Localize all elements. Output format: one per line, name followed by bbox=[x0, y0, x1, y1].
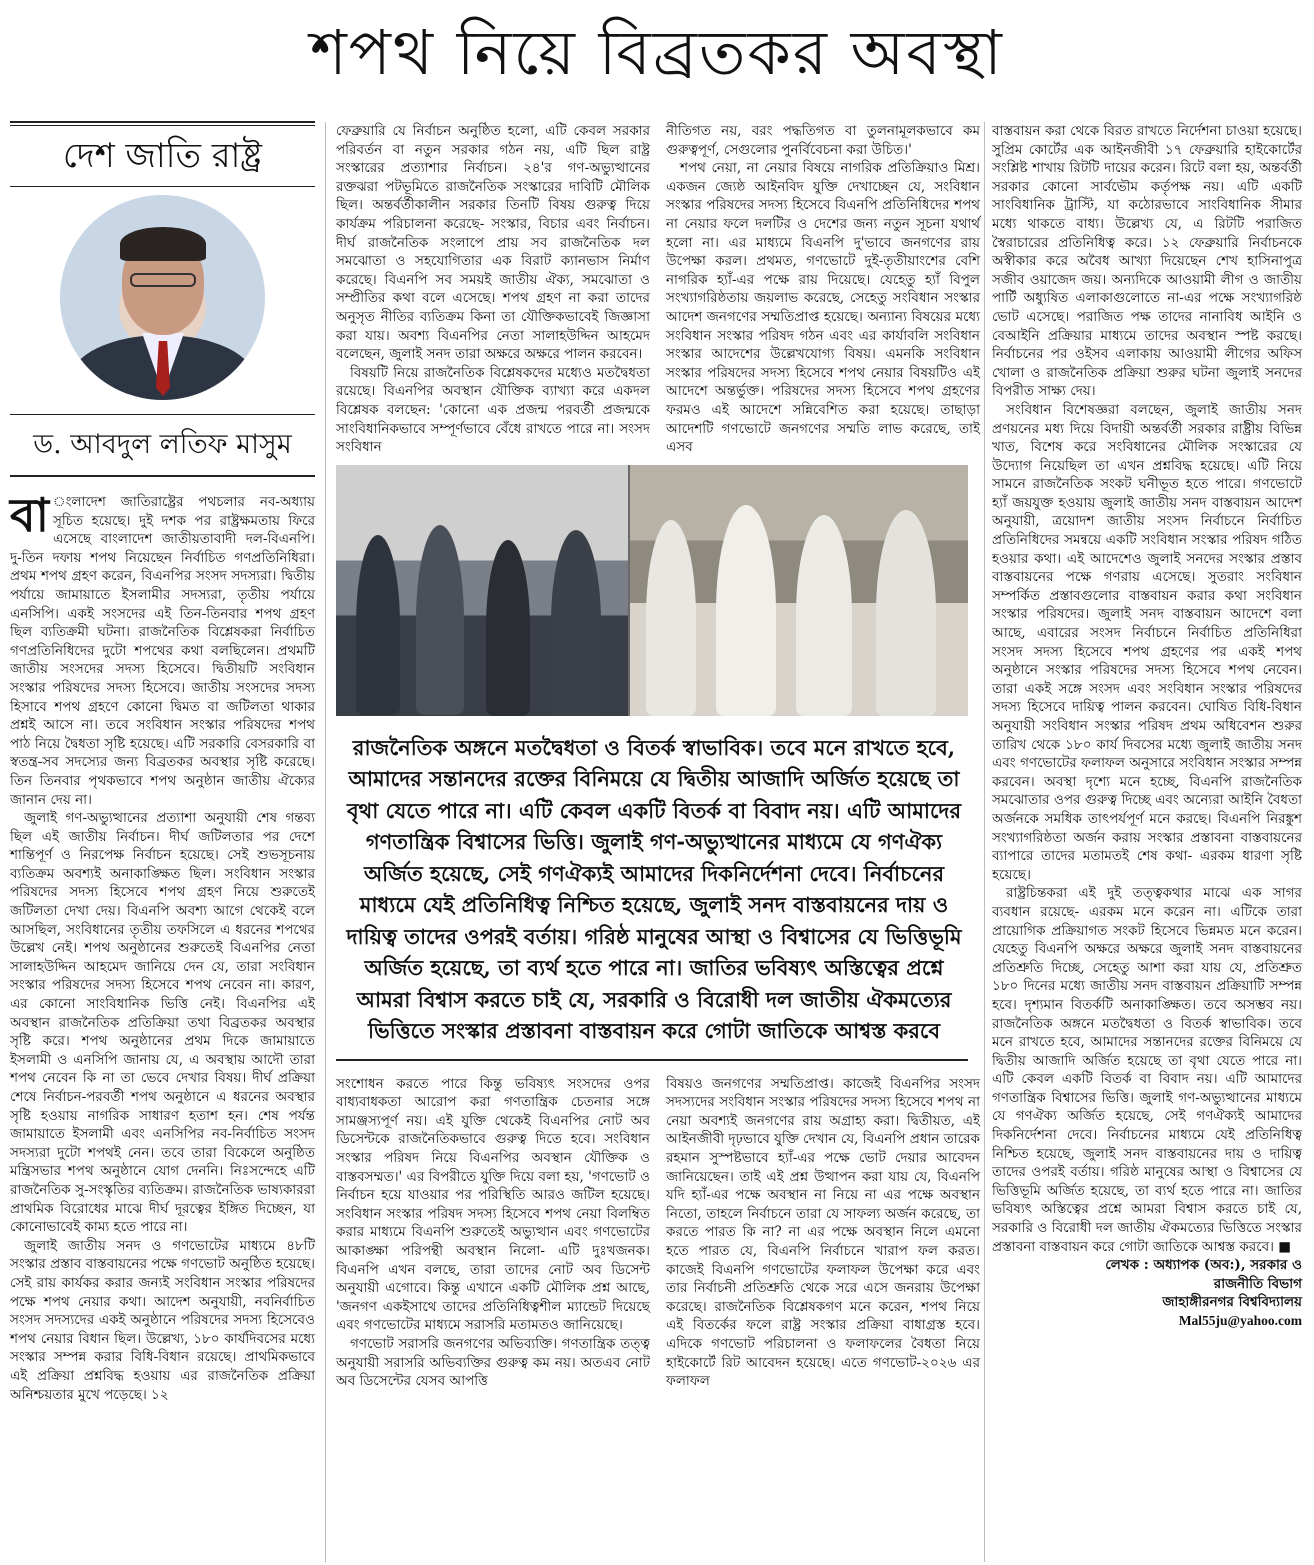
paragraph: সংবিধান বিশেষজ্ঞরা বলছেন, জুলাই জাতীয় সনদ প্রণয়নের মধ্য দিয়ে বিদায়ী অন্তর্বর্তী সরকার রাষ্ট্রীয় বিভিন্ন খাত, বিশেষ করে সংবিধানের মৌলিক সংস্কারের যে উদ্যোগ নিয়েছিল তা এখন প্রশ্নবিদ্ধ হয়েছে। এটি নিয়ে সামনে রাজনৈতিক সংকট ঘনীভূত হতে পারে। গণভোটে হ্যাঁ জয়যুক্ত হওয়ায় জুলাই জাতীয় সনদ বাস্তবায়ন আদেশ অনুযায়ী, ত্রয়োদশ জাতীয় সংসদ নির্বাচনে নির্বাচিত প্রতিনিধিদের সমন্বয়ে একটি সংবিধান সংস্কার পরিষদ গঠিত হওয়ার কথা। এই আদেশেও জুলাই সনদের সংস্কার প্রস্তাব বাস্তবায়নের পক্ষে গণরায় এসেছে। সুতরাং সংবিধান সম্পর্কিত প্রস্তাবগুলোর বাস্তবায়ন করার কথা সংবিধান সংস্কার পরিষদের। জুলাই সনদ বাস্তবায়ন আদেশে বলা আছে, এবারের সংসদ নির্বাচনে নির্বাচিত প্রতিনিধিরা সংসদ সদস্য হিসেবে শপথ গ্রহণের পর একই শপথ অনুষ্ঠানে সংস্কার পরিষদের সদস্য হিসেবে শপথ নেবেন। তারা একই সঙ্গে সংসদ এবং সংবিধান সংস্কার পরিষদের সদস্য হিসেবে দায়িত্ব পালন করবেন। ঘোষিত বিধি-বিধান অনুযায়ী সংবিধান সংস্কার পরিষদ প্রথম অধিবেশন শুরুর তারিখ থেকে ১৮০ কার্য দিবসের মধ্যে জুলাই জাতীয় সনদ এবং গণভোটের ফলাফল অনুসারে সংবিধান সংস্কার সম্পন্ন করবেন। অবস্থা দৃশ্যে মনে হচ্ছে, বিএনপি রাজনৈতিক সমঝোতার ওপর গুরুত্ব দিচ্ছে এবং অন্যেরা আইনি বৈধতা অর্জনকে সমধিক তাৎপর্যপূর্ণ মনে করছে। বিএনপি নিরঙ্কুশ সংখ্যাগরিষ্ঠতা অর্জন করায় সংস্কার প্রস্তাবনা বাস্তবায়নের ব্যাপারে তাদের মতামতই শেষ কথা- এরকম ধারণা সৃষ্টি হয়েছে। bbox=[992, 401, 1302, 883]
paragraph: বাস্তবায়ন করা থেকে বিরত রাখতে নির্দেশনা চাওয়া হয়েছে। সুপ্রিম কোর্টের এক আইনজীবী ১৭ ফেব্রুয়ারি হাইকোর্টের সংশ্লিষ্ট শাখায় রিটটি দায়ের করেন। রিটে বলা হয়, অন্তর্বর্তী সরকার কোনো সার্বভৌম কর্তৃপক্ষ নয়। এটি একটি সাংবিধানিক ট্রাস্টি, যা কঠোরভাবে সাংবিধানিক সীমার মধ্যে থাকতে বাধ্য। উল্লেখ্য যে, এ রিটটি পরাজিত স্বৈরাচারের প্রতিনিধিত্ব করে। ১২ ফেব্রুয়ারি নির্বাচনকে অস্বীকার করে অবৈধ আখ্যা দিয়েছেন শেখ হাসিনাপুত্র সজীব ওয়াজেদ জয়। অন্যদিকে আওয়ামী লীগ ও জাতীয় পার্টি অধ্যুষিত এলাকাগুলোতে না-এর পক্ষে সংখ্যাগরিষ্ঠ ভোট এসেছে। পরাজিত পক্ষ তাদের নানাবিধ আইনি ও বেআইনি প্রক্রিয়ার মাধ্যমে তাদের অবস্থান স্পষ্ট করছে। নির্বাচনের পর ওইসব এলাকায় আওয়ামী লীগের অফিস খোলা ও রাজনৈতিক প্রক্রিয়া শুরুর ঘটনা জুলাই সনদের বিপরীত সাক্ষ্য দেয়। bbox=[992, 123, 1302, 400]
paragraph: বিষয়টি নিয়ে রাজনৈতিক বিশ্লেষকদের মধ্যেও মতদ্বৈধতা রয়েছে। বিএনপির অবস্থান যৌক্তিক ব্যাখ্যা করে একদল বিশ্লেষক বলছেন: 'কোনো এক প্রজন্ম পরবর্তী প্রজন্মকে সাংবিধানিকভাবে সম্পূর্ণভাবে বেঁধে রাখতে পারে না। সংসদ সংবিধান bbox=[336, 364, 650, 456]
paragraph: নীতিগত নয়, বরং পদ্ধতিগত বা তুলনামূলকভাবে কম গুরুত্বপূর্ণ, সেগুলোর পুনর্বিবেচনা করা উচিত।' bbox=[666, 123, 980, 158]
paragraph: শপথ নেয়া, না নেয়ার বিষয়ে নাগরিক প্রতিক্রিয়াও মিশ্র। একজন জ্যেষ্ঠ আইনবিদ যুক্তি দেখাচ্ছেন যে, সংবিধান সংস্কার পরিষদের সদস্য হিসেবে বিএনপি প্রতিনিধিদের শপথ না নেয়ার ফলে দলটির ও দেশের জন্য নতুন সূচনা যথার্থ হলো না। এর মাধ্যমে বিএনপি দু'ভাবে জনগণের রায় উপেক্ষা করল। প্রথমত, গণভোটে দুই-তৃতীয়াংশের বেশি নাগরিক হ্যাঁ-এর পক্ষে রায় দিয়েছে। যেহেতু হ্যাঁ বিপুল সংখ্যাগরিষ্ঠতায় জয়লাভ করেছে, সেহেতু সংবিধান সংস্কার আদেশ জনগণের সম্মতিপ্রাপ্ত হয়েছে। অন্যান্য বিষয়ের মধ্যে সংবিধান সংস্কার পরিষদ গঠন এবং এর কার্যাবলি সংবিধান সংস্কার আদেশের উল্লেখযোগ্য বিষয়। এমনকি সংবিধান সংস্কার পরিষদের সদস্য হিসেবে শপথ নেয়ার বিষয়টিও এই আদেশে অন্তর্ভুক্ত। পরিষদের সদস্য হিসেবে শপথ গ্রহণের ফরমও এই আদেশে সন্নিবেশিত করা হয়েছে। তাছাড়া আদেশটি গণভোটে জনগণের সম্মতি লাভ করেছে, তাই এসব bbox=[666, 160, 980, 456]
paragraph: রাষ্ট্রচিন্তকরা এই দুই তত্ত্বকথার মাঝে এক সাগর ব্যবধান রয়েছে- এরকম মনে করেন না। এটিকে তারা প্রায়োগিক প্রক্রিয়াগত সংকট হিসেবে ভিন্নমত মনে করেন। যেহেতু বিএনপি অক্ষরে অক্ষরে জুলাই সনদ বাস্তবায়নের প্রতিশ্রুতি দিচ্ছে, সেহেতু আশা করা যায় যে, প্রতিশ্রুত ১৮০ দিনের মধ্যে জাতীয় সনদ বাস্তবায়ন প্রক্রিয়াটি সম্পন্ন হবে। দৃশ্যমান বিতর্কটি অনাকাঙ্ক্ষিত। তবে অসম্ভব নয়। রাজনৈতিক অঙ্গনে মতদ্বৈধতা ও বিতর্ক স্বাভাবিক। তবে মনে রাখতে হবে, আমাদের সন্তানদের রক্তের বিনিময়ে যে দ্বিতীয় আজাদি অর্জিত হয়েছে তা বৃথা যেতে পারে না। এটি কেবল একটি বিতর্ক বা বিবাদ নয়। এটি আমাদের গণতান্ত্রিক বিশ্বাসের ভিত্তি। জুলাই গণ-অভ্যুত্থানের মাধ্যমে যে গণঐক্য অর্জিত হয়েছে, সেই গণঐক্যই আমাদের দিকনির্দেশনা দেবে। নির্বাচনের মাধ্যমে যেই প্রতিনিধিত্ব নিশ্চিত হয়েছে, জুলাই সনদ বাস্তবায়নের দায় ও দায়িত্ব তাদের ওপরই বর্তায়। গরিষ্ঠ মানুষের আস্থা ও বিশ্বাসের যে ভিত্তিভূমি অর্জিত হয়েছে, তা ব্যর্থ হতে পারে না। জাতির ভবিষ্যৎ অস্তিত্বের প্রশ্নে আমরা বিশ্বাস করতে চাই যে, সরকারি ও বিরোধী দল জাতীয় ঐকমত্যের ভিত্তিতে সংস্কার প্রস্তাবনা বাস্তবায়ন করে গোটা জাতিকে আশ্বস্ত করবে। ■ bbox=[992, 885, 1302, 1255]
paragraph: ফেব্রুয়ারি যে নির্বাচন অনুষ্ঠিত হলো, এটি কেবল সরকার পরিবর্তন বা নতুন সরকার গঠন নয়, এটি ছিল রাষ্ট্র সংস্কারের প্রত্যাশার নির্বাচন। ২৪'র গণ-অভ্যুত্থানের রক্তঝরা পটভূমিতে রাজনৈতিক সংস্কারের দাবিটি মৌলিক ছিল। অন্তর্বর্তীকালীন সরকার তিনটি বিষয় গুরুত্ব দিয়ে কার্যক্রম পরিচালনা করেছে- সংস্কার, বিচার এবং নির্বাচন। দীর্ঘ রাজনৈতিক সংলাপে প্রায় সব রাজনৈতিক দল সমঝোতা ও সহযোগিতার এক বিরাট ক্যানভাস নির্মাণ করেছে। বিএনপি সব সময়ই জাতীয় ঐক্য, সমঝোতা ও সম্প্রীতির কথা বলে এসেছে। শপথ গ্রহণ না করা তাদের অনুসৃত নীতির ব্যতিক্রম কিনা তা যৌক্তিকভাবেই জিজ্ঞাসা করা যায়। অবশ্য বিএনপির নেতা সালাহউদ্দিন আহমেদ বলেছেন, জুলাই সনদ তারা অক্ষরে অক্ষরে পালন করবেন। bbox=[336, 123, 650, 363]
divider bbox=[10, 475, 315, 477]
article-column-1 bbox=[10, 488, 315, 1404]
divider bbox=[336, 1059, 968, 1061]
paragraph: ংলাদেশ জাতিরাষ্ট্রের পথচলার নব-অধ্যায় সূচিত হয়েছে। দুই দশক পর রাষ্ট্রক্ষমতায় ফিরে এসেছে বাংলাদেশ জাতীয়তাবাদী দল-বিএনপি। দু-তিন দফায় শপথ নিয়েছেন নির্বাচিত গণপ্রতিনিধিরা। প্রথম শপথ গ্রহণ করেন, বিএনপির সংসদ সদস্যরা। দ্বিতীয় পর্যায়ে জামায়াতে ইসলামীর সদস্যরা, তৃতীয় পর্যায়ে এনসিপি। একই সংসদের এই তিন-তিনবার শপথ গ্রহণ ছিল ব্যতিক্রমী ঘটনা। রাজনৈতিক বিশ্লেষকরা নির্বাচিত গণপ্রতিনিধিদের দুটো শপথের কথা বলছিলেন। প্রথমটি জাতীয় সংসদের সদস্য হিসেবে। দ্বিতীয়টি সংবিধান সংস্কার পরিষদের সদস্য হিসেবে। জাতীয় সংসদের সদস্য হিসাবে শপথ গ্রহণে কোনো দ্বিমত বা জটিলতা থাকার প্রশ্নই আসে না। তবে সংবিধান সংস্কার পরিষদের শপথ পাঠ নিয়ে দ্বৈধতা সৃষ্টি হয়েছে। এটি সরকারি বেসরকারি বা স্বতন্ত্র-সব সদস্যের জন্য বিব্রতকর অবস্থার সৃষ্টি করেছে। তিন তিনবার পৃথকভাবে শপথ অনুষ্ঠান জাতীয় ঐক্যের জানান দেয় না। bbox=[10, 494, 315, 808]
author-photo bbox=[60, 195, 265, 400]
pull-quote: রাজনৈতিক অঙ্গনে মতদ্বৈধতা ও বিতর্ক স্বাভাবিক। তবে মনে রাখতে হবে, আমাদের সন্তানদের রক্তের বিনিময়ে যে দ্বিতীয় আজাদি অর্জিত হয়েছে তা বৃথা যেতে পারে না। এটি কেবল একটি বিতর্ক বা বিবাদ নয়। এটি আমাদের গণতান্ত্রিক বিশ্বাসের ভিত্তি। জুলাই গণ-অভ্যুত্থানের মাধ্যমে যে গণঐক্য অর্জিত হয়েছে, সেই গণঐক্যই আমাদের দিকনির্দেশনা দেবে। নির্বাচনের মাধ্যমে যেই প্রতিনিধিত্ব নিশ্চিত হয়েছে, জুলাই সনদ বাস্তবায়নের দায় ও দায়িত্ব তাদের ওপরই বর্তায়। গরিষ্ঠ মানুষের আস্থা ও বিশ্বাসের যে ভিত্তিভূমি অর্জিত হয়েছে, তা ব্যর্থ হতে পারে না। জাতির ভবিষ্যৎ অস্তিত্বের প্রশ্নে আমরা বিশ্বাস করতে চাই যে, সরকারি ও বিরোধী দল জাতীয় ঐকমত্যের ভিত্তিতে সংস্কার প্রস্তাবনা বাস্তবায়ন করে গোটা জাতিকে আশ্বস্ত করবে bbox=[346, 734, 962, 1044]
paragraph: গণভোট সরাসরি জনগণের অভিব্যক্তি। গণতান্ত্রিক তত্ত্ব অনুযায়ী সরাসরি অভিব্যক্তির গুরুত্ব কম নয়। অতএব নোট অব ডিসেন্টের যেসব আপত্তি bbox=[336, 1336, 650, 1390]
headline: শপথ নিয়ে বিব্রতকর অবস্থা bbox=[310, 16, 1004, 89]
middle-section bbox=[336, 122, 980, 1391]
drop-cap: বা bbox=[10, 488, 49, 542]
article-column-3-bottom bbox=[666, 1075, 980, 1391]
divider bbox=[10, 186, 315, 187]
article-column-2-top bbox=[336, 122, 650, 457]
author-name: ড. আবদুল লতিফ মাসুম bbox=[33, 429, 292, 460]
article-column-2-bottom bbox=[336, 1075, 650, 1391]
article-column-3-top bbox=[666, 122, 980, 457]
article-column-4 bbox=[992, 122, 1302, 1331]
paragraph: বিষয়ও জনগণের সম্মতিপ্রাপ্ত। কাজেই বিএনপির সংসদ সদস্যদের সংবিধান সংস্কার পরিষদের সদস্য হিসেবে শপথ না নেয়া অবশ্যই জনগণের রায় অগ্রাহ্য করা। দ্বিতীয়ত, এই আইনজীবী দৃঢ়ভাবে যুক্তি দেখান যে, বিএনপি প্রধান তারেক রহমান সুস্পষ্টভাবে হ্যাঁ-এর পক্ষে ভোট দেয়ার আবেদন জানিয়েছেন। তাই এই প্রশ্ন উত্থাপন করা যায় যে, বিএনপি যদি হ্যাঁ-এর পক্ষে অবস্থান না নিয়ে না এর পক্ষে অবস্থান নিতো, তাহলে নির্বাচনে তারা যে সাফল্য অর্জন করেছে, তা করতে পারত কি না? না এর পক্ষে অবস্থান নিলে এমনো হতে পারত যে, বিএনপি নির্বাচনে খারাপ ফল করত। কাজেই বিএনপি গণভোটের ফলাফল উপেক্ষা করে এবং তার নির্বাচনী প্রতিশ্রুতি থেকে সরে এসে জনরায় উপেক্ষা করেছে। রাজনৈতিক বিশ্লেষকগণ মনে করেন, শপথ নিয়ে এই বিতর্কের ফলে রাষ্ট্র সংস্কার প্রক্রিয়া বাধাগ্রস্ত হবে। এদিকে গণভোট পরিচালনা ও ফলাফলের বৈধতা নিয়ে হাইকোর্টে রিট আবেদন হয়েছে। এতে গণভোট-২০২৬ এর ফলাফল bbox=[666, 1075, 980, 1390]
column-divider bbox=[325, 122, 326, 1562]
paragraph: সংশোধন করতে পারে কিন্তু ভবিষ্যৎ সংসদের ওপর বাধ্যবাধকতা আরোপ করা গণতান্ত্রিক চেতনার সঙ্গে সামঞ্জস্যপূর্ণ নয়। এই যুক্তি থেকেই বিএনপির নোট অব ডিসেন্টকে রাজনৈতিকভাবে গুরুত্ব দিতে হবে। সংবিধান সংস্কার পরিষদ নিয়ে বিএনপির অবস্থান যৌক্তিক ও বাস্তবসম্মত।' এর বিপরীতে যুক্তি দিয়ে বলা হয়, 'গণভোট ও নির্বাচন হয়ে যাওয়ার পর পরিস্থিতি আরও জটিল হয়েছে। সংবিধান সংস্কার পরিষদ সদস্য হিসেবে শপথ নেয়া বিলম্বিত করার মাধ্যমে বিএনপি শুরুতেই অভ্যুত্থান এবং গণভোটের আকাঙ্ক্ষা পরিপন্থী অবস্থান নিলো- এটি দুঃখজনক। বিএনপি এখন বলছে, তারা তাদের নোট অব ডিসেন্ট অনুযায়ী এগোবে। কিন্তু এখানে একটি মৌলিক প্রশ্ন আছে, 'জনগণ একইসাথে তাদের প্রতিনিধিত্বশীল ম্যান্ডেট দিয়েছে এবং গণভোটের মাধ্যমে সরাসরি মতামতও জানিয়েছে। bbox=[336, 1075, 650, 1334]
swearing-in-photo bbox=[336, 465, 968, 716]
paragraph: জুলাই গণ-অভ্যুত্থানের প্রত্যাশা অনুযায়ী শেষ গন্তব্য ছিল এই জাতীয় নির্বাচন। দীর্ঘ জটিলতার পর দেশে শান্তিপূর্ণ ও নিরপেক্ষ নির্বাচন হয়েছে। সেই শুভসূচনায় ব্যতিক্রম অবশ্যই অনাকাঙ্ক্ষিত ছিল। সংবিধান সংস্কার পরিষদের সদস্য হিসেবে শপথ গ্রহণ নিয়ে শুরুতেই জটিলতা দেখা দেয়। বিএনপি অবশ্য আগে থেকেই বলে আসছিল, সংবিধানের তৃতীয় তফসিলে এ ধরনের শপথের উল্লেখ নেই। শপথ অনুষ্ঠানের শুরুতেই বিএনপির নেতা সালাহউদ্দিন আহমেদ জানিয়ে দেন যে, তারা সংবিধান সংস্কার পরিষদের সদস্য হিসেবে শপথ নেবেন না। কারণ, এর কোনো সাংবিধানিক ভিত্তি নেই। বিএনপির এই অবস্থান রাজনৈতিক প্রতিক্রিয়া তথা বিব্রতকর অবস্থার সৃষ্টি করে। শপথ অনুষ্ঠানের প্রথম দিকে জামায়াতে ইসলামী ও এনসিপি জানায় যে, এ অবস্থায় আদৌ তারা শপথ নেবেন কি না তা ভেবে দেখার বিষয়। দীর্ঘ প্রক্রিয়া শেষে নির্বাচন-পরবর্তী শপথ অনুষ্ঠানে এ ধরনের অবস্থার সৃষ্টি হওয়ায় নাগরিক সাধারণ হতাশ হন। শেষ পর্যন্ত জামায়াতে ইসলামী এবং এনসিপির নব-নির্বাচিত সংসদ সদস্যরা দুটো শপথই নেন। তবে তারা বিকেলে অনুষ্ঠিত মন্ত্রিসভার শপথ অনুষ্ঠানে যোগ দেননি। নিঃসন্দেহে এটি রাজনৈতিক সু-সংস্কৃতির ব্যতিক্রম। রাজনৈতিক ভাষ্যকাররা প্রাথমিক বিরোধের মাঝে দীর্ঘ দূরত্বের ইঙ্গিত দিচ্ছেন, যা কোনোভাবেই কাম্য হতে পারে না। bbox=[10, 810, 315, 1236]
column-divider bbox=[984, 122, 985, 1562]
author-email: Mal55ju@yahoo.com bbox=[1178, 1313, 1302, 1328]
left-column bbox=[10, 121, 315, 1404]
author-credit: লেখক : অধ্যাপক (অব:), সরকার ও রাজনীতি বিভাগ জাহাঙ্গীরনগর বিশ্ববিদ্যালয় Mal55ju@yahoo.com bbox=[992, 1256, 1302, 1330]
divider bbox=[10, 121, 315, 123]
paragraph: জুলাই জাতীয় সনদ ও গণভোটের মাধ্যমে ৪৮টি সংস্কার প্রস্তাব বাস্তবায়নের পক্ষে গণভোট অনুষ্ঠিত হয়েছে। সেই রায় কার্যকর করার জন্যই সংবিধান সংস্কার পরিষদের পক্ষে শপথ নেয়ার কথা। আদেশ অনুযায়ী, নবনির্বাচিত সংসদ সদস্যদের একই অনুষ্ঠানে পরিষদের সদস্য হিসেবেও শপথ নেয়ার বিধান ছিল। উল্লেখ্য, ১৮০ কার্যদিবসের মধ্যে সংস্কার সম্পন্ন করার বিধি-বিধান রয়েছে। প্রাথমিকভাবে এই প্রক্রিয়া প্রশ্নবিদ্ধ হওয়ায় এর রাজনৈতিক প্রক্রিয়া অনিশ্চয়তার মুখে পড়েছে। ১২ bbox=[10, 1237, 315, 1403]
section-title: দেশ জাতি রাষ্ট্র bbox=[62, 136, 263, 176]
